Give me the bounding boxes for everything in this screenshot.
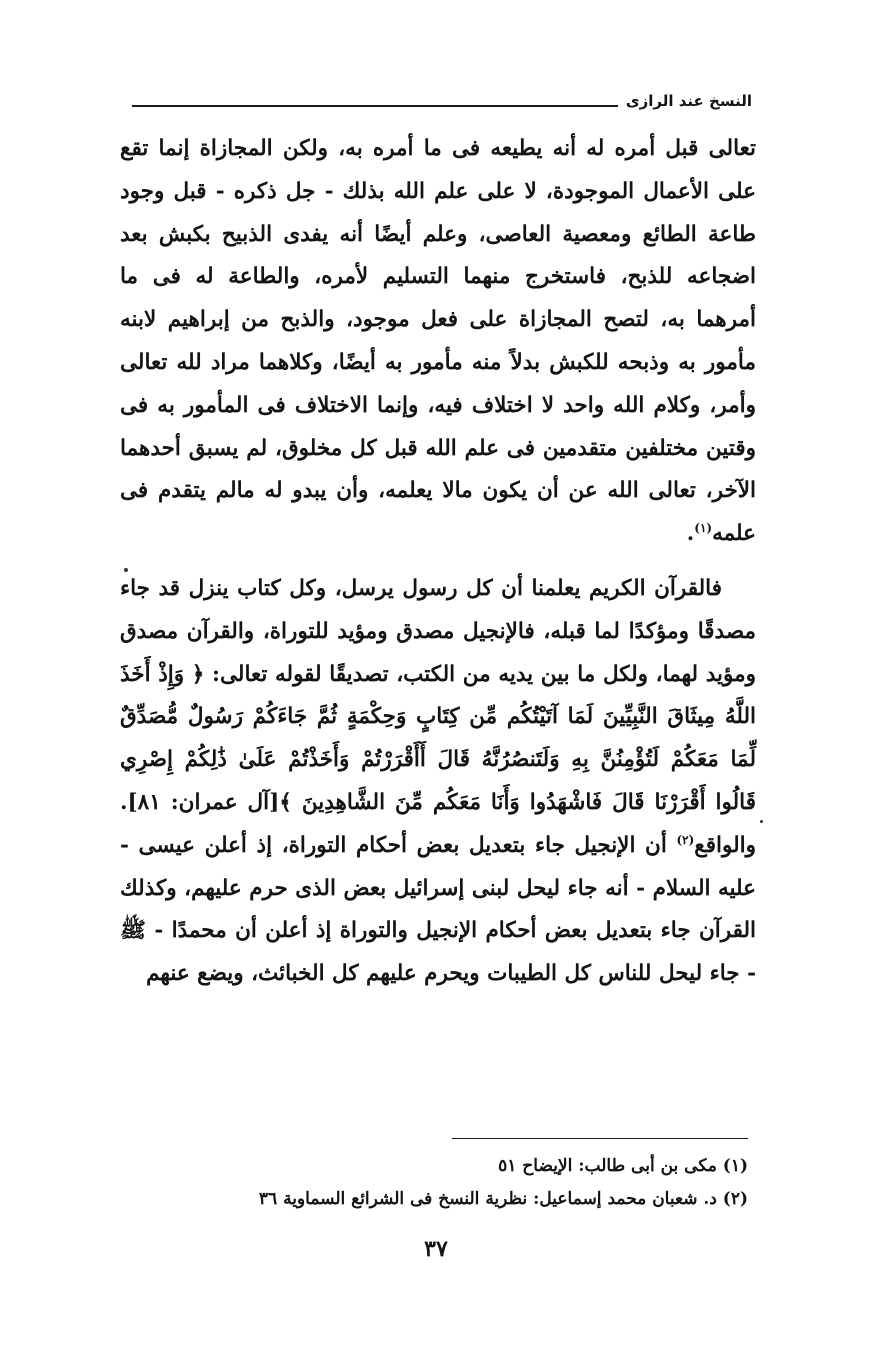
paragraph-2-intro: فالقرآن الكريم يعلمنا أن كل رسول يرسل، وكل كتاب ينزل قد جاء مصدقًا ومؤكدًا لما قبله، فالإنجيل مصدق ومؤيد للتوراة، والقرآن مصدق ومؤيد لهما، ولكل ما بين يديه من الكتب، تصديقًا لقوله تعالى: xyxy=(120,575,756,687)
footnote-1: (١) مكى بن أبى طالب: الإيضاح ٥١ xyxy=(498,1156,748,1176)
paragraph-2-cont2: أن الإنجيل جاء بتعديل بعض أحكام التوراة، إذ أعلن عيسى - عليه السلام - أنه جاء ليحل لبنى إسرائيل بعض الذى حرم عليهم، وكذلك القرآن جاء بتعديل بعض أحكام الإنجيل والتوراة إذ أعلن أن محمدًا - ﷺ - جاء ليحل للناس كل الطيبات ويحرم عليهم كل الخبائث، ويضع عنهم xyxy=(120,832,756,987)
paragraph-2-cont1: والواقع xyxy=(694,832,756,858)
running-header xyxy=(132,88,752,114)
paragraph-1-text: تعالى قبل أمره له أنه يطيعه فى ما أمره به، ولكن المجازاة إنما تقع على الأعمال الموجودة، لا على علم الله بذلك - جل ذكره - قبل وجود طاعة الطائع ومعصية العاصى، وعلم أيضًا أنه يفدى الذبيح بكبش بعد اضجاعه للذبح، فاستخرج منهما التسليم لأمره، والطاعة له فى ما أمرهما به، لتصح المجازاة على فعل موجود، والذبح من إبراهيم لابنه مأمور به وذبحه للكبش بدلاً منه مأمور به أيضًا، وكلاهما مراد لله تعالى وأمر، وكلام الله واحد لا اختلاف فيه، وإنما الاختلاف فى المأمور به فى وقتين مختلفين متقدمين فى علم الله قبل كل مخلوق، لم يسبق أحدهما الآخر، تعالى الله عن أن يكون مالا يعلمه، وأن يبدو له مالم يتقدم فى علمه xyxy=(120,136,756,547)
footnote-2: (٢) د. شعبان محمد إسماعيل: نظرية النسخ فى الشرائع السماوية ٣٦ xyxy=(258,1189,748,1209)
paragraph-2 xyxy=(120,568,756,996)
scan-speck xyxy=(124,568,128,572)
scan-speck xyxy=(760,820,763,823)
main-text xyxy=(120,128,756,996)
header-rule xyxy=(132,105,618,107)
page-number: ٣٧ xyxy=(424,1236,448,1262)
footnotes xyxy=(200,1150,748,1216)
footnote-ref-1: (١) xyxy=(694,521,713,536)
verse-citation: [آل عمران: ٨١]. xyxy=(120,789,280,815)
footnote-ref-2: (٢) xyxy=(676,832,695,847)
running-title: النسخ عند الرازى xyxy=(625,92,752,110)
quran-verse: ﴿ وَإِذْ أَخَذَ اللَّهُ مِيثَاقَ النَّبِيِّينَ لَمَا آتَيْتُكُم مِّن كِتَابٍ وَحِكْمَةٍ ثُمَّ جَاءَكُمْ رَسُولٌ مُّصَدِّقٌ لِّمَا مَعَكُمْ لَتُؤْمِنُنَّ بِهِ وَلَتَنصُرُنَّهُ قَالَ أَأَقْرَرْتُمْ وَأَخَذْتُمْ عَلَىٰ ذَٰلِكُمْ إِصْرِي قَالُوا أَقْرَرْنَا قَالَ فَاشْهَدُوا وَأَنَا مَعَكُم مِّنَ الشَّاهِدِينَ ﴾ xyxy=(120,661,756,815)
paragraph-1-end: . xyxy=(686,521,695,547)
paragraph-1 xyxy=(120,128,756,556)
footnote-separator xyxy=(452,1138,748,1139)
